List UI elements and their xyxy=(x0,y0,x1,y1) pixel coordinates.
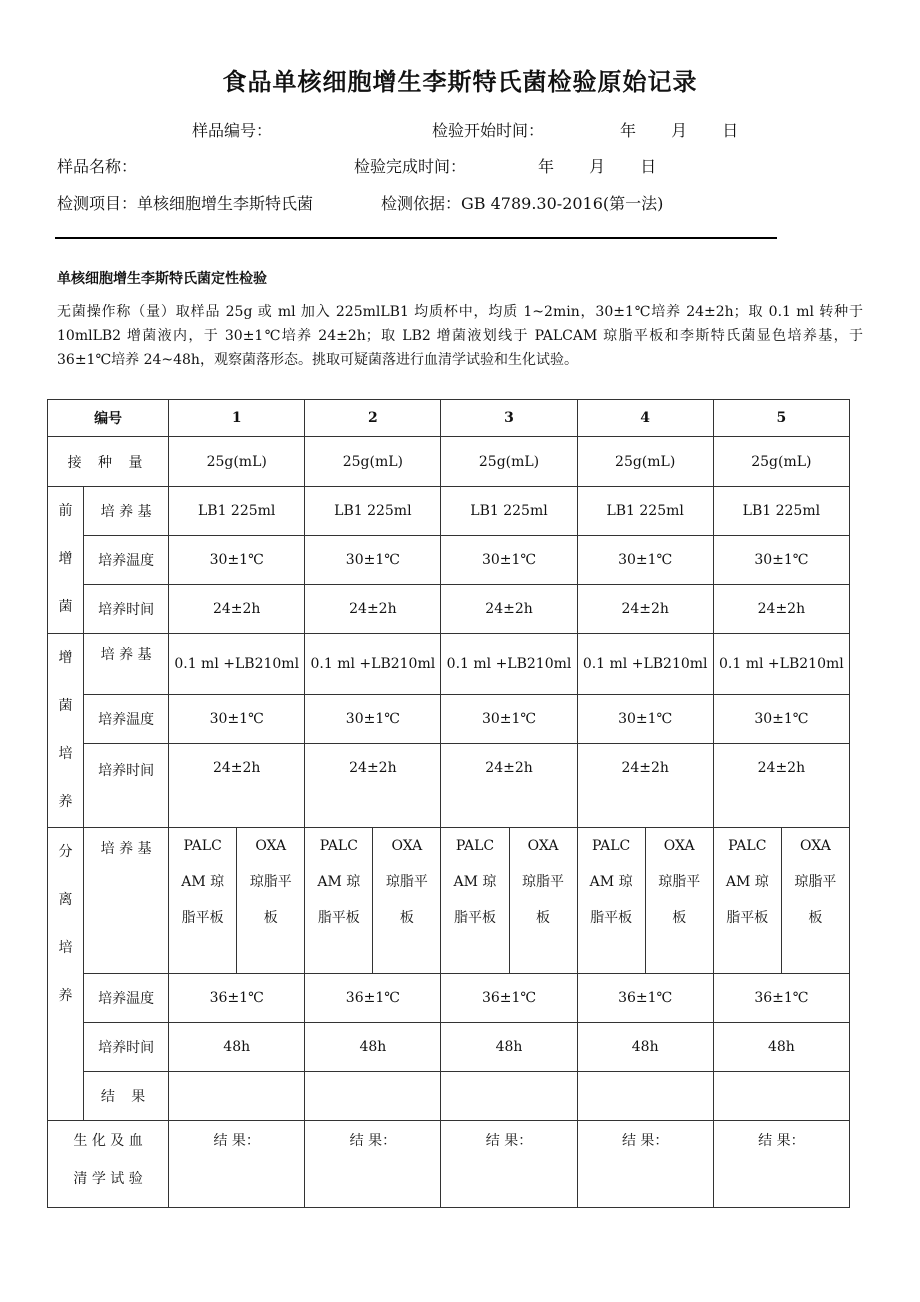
medium-cell: LB1 225ml xyxy=(577,487,713,536)
temp-cell: 30±1℃ xyxy=(169,536,305,585)
year-label: 年 xyxy=(620,121,637,140)
time-cell: 24±2h xyxy=(713,744,849,828)
pre-enrich-temp-row xyxy=(48,536,850,585)
group-char: 菌 xyxy=(58,599,73,615)
page-title: 食品单核细胞增生李斯特氏菌检验原始记录 xyxy=(222,68,698,96)
temp-cell: 30±1℃ xyxy=(169,695,305,744)
isolation-medium-row xyxy=(48,828,850,974)
isolation-time-row xyxy=(48,1023,850,1072)
group-char: 养 xyxy=(58,794,73,810)
plate-text: 脂平板 xyxy=(590,910,633,926)
time-cell: 24±2h xyxy=(169,585,305,634)
enrich-temp-row xyxy=(48,695,850,744)
sample-name-label: 样品名称： xyxy=(57,157,138,176)
temp-cell: 30±1℃ xyxy=(577,695,713,744)
palcam-plate-cell xyxy=(441,828,509,974)
inoculum-cell: 25g(mL) xyxy=(441,437,577,487)
temp-label: 培养温度 xyxy=(84,536,169,585)
inoculum-cell: 25g(mL) xyxy=(713,437,849,487)
plate-text: OXA xyxy=(527,838,559,854)
sample-number: 5 xyxy=(713,400,849,437)
medium-cell: LB1 225ml xyxy=(441,487,577,536)
plate-text: PALC xyxy=(728,838,767,854)
group-char: 养 xyxy=(58,988,73,1004)
plate-text: AM 琼 xyxy=(317,874,361,890)
temp-cell: 30±1℃ xyxy=(441,695,577,744)
day-label: 日 xyxy=(722,121,739,140)
header-divider xyxy=(55,237,777,239)
group-char: 菌 xyxy=(58,698,73,714)
time-cell: 48h xyxy=(441,1023,577,1072)
temp-cell: 36±1℃ xyxy=(305,974,441,1023)
month-label: 月 xyxy=(671,121,688,140)
medium-cell: LB1 225ml xyxy=(169,487,305,536)
month-label: 月 xyxy=(589,157,606,176)
inoculum-cell: 25g(mL) xyxy=(305,437,441,487)
plate-text: 琼脂平 xyxy=(794,874,837,890)
temp-label: 培养温度 xyxy=(84,695,169,744)
temp-cell: 30±1℃ xyxy=(305,695,441,744)
biochem-result-cell: 结 果： xyxy=(305,1121,441,1208)
group-char: 增 xyxy=(58,551,73,567)
result-label: 结 果 xyxy=(84,1072,169,1121)
sample-number: 3 xyxy=(441,400,577,437)
biochem-row xyxy=(48,1121,850,1208)
test-basis: 检测依据：GB 4789.30-2016(第一法) xyxy=(381,194,664,213)
plate-text: 脂平板 xyxy=(453,910,496,926)
inoculum-cell: 25g(mL) xyxy=(577,437,713,487)
plate-text: 板 xyxy=(263,910,278,926)
group-char: 培 xyxy=(58,746,73,762)
plate-text: AM 琼 xyxy=(453,874,497,890)
plate-text: 琼脂平 xyxy=(522,874,565,890)
plate-text: 脂平板 xyxy=(181,910,224,926)
temp-cell: 36±1℃ xyxy=(577,974,713,1023)
plate-text: OXA xyxy=(255,838,287,854)
oxa-plate-cell xyxy=(509,828,577,974)
palcam-plate-cell xyxy=(713,828,781,974)
section-title: 单核细胞增生李斯特氏菌定性检验 xyxy=(57,271,267,287)
plate-text: OXA xyxy=(391,838,423,854)
plate-text: OXA xyxy=(663,838,695,854)
oxa-plate-cell xyxy=(237,828,305,974)
group-char: 增 xyxy=(58,650,73,666)
plate-text: 脂平板 xyxy=(317,910,360,926)
temp-cell: 36±1℃ xyxy=(169,974,305,1023)
plate-text: OXA xyxy=(800,838,831,854)
plate-text: PALC xyxy=(592,838,631,854)
time-label: 培养时间 xyxy=(84,1023,169,1072)
palcam-plate-cell xyxy=(169,828,237,974)
start-date-fields xyxy=(620,118,738,141)
oxa-plate-cell xyxy=(373,828,441,974)
pre-enrich-group-label xyxy=(48,487,84,634)
plate-text: 琼脂平 xyxy=(385,874,428,890)
medium-label: 培 养 基 xyxy=(84,634,169,695)
palcam-plate-cell xyxy=(577,828,645,974)
enrich-medium-row xyxy=(48,634,850,695)
number-header: 编号 xyxy=(48,400,169,437)
plate-text: 琼脂平 xyxy=(249,874,292,890)
biochem-result-cell: 结 果： xyxy=(577,1121,713,1208)
biochem-result-cell: 结 果： xyxy=(169,1121,305,1208)
time-cell: 24±2h xyxy=(441,744,577,828)
plate-text: 板 xyxy=(808,910,823,926)
start-time-label: 检验开始时间： xyxy=(432,121,545,140)
temp-cell: 36±1℃ xyxy=(713,974,849,1023)
test-record-table xyxy=(47,399,850,1208)
biochem-result-cell: 结 果： xyxy=(441,1121,577,1208)
biochem-result-cell: 结 果： xyxy=(713,1121,849,1208)
sample-number: 1 xyxy=(169,400,305,437)
day-label: 日 xyxy=(640,157,657,176)
group-char: 离 xyxy=(58,892,73,908)
temp-cell: 30±1℃ xyxy=(305,536,441,585)
temp-cell: 30±1℃ xyxy=(577,536,713,585)
plate-text: PALC xyxy=(455,838,495,854)
time-cell: 48h xyxy=(713,1023,849,1072)
time-cell: 48h xyxy=(305,1023,441,1072)
biochem-label xyxy=(48,1121,169,1208)
temp-cell: 30±1℃ xyxy=(441,536,577,585)
group-char: 分 xyxy=(58,844,73,860)
time-cell: 48h xyxy=(577,1023,713,1072)
time-label: 培养时间 xyxy=(84,744,169,828)
enrich-group-label xyxy=(48,634,84,828)
time-cell: 24±2h xyxy=(305,744,441,828)
inoculum-cell: 25g(mL) xyxy=(169,437,305,487)
result-cell xyxy=(577,1072,713,1121)
pre-enrich-medium-row xyxy=(48,487,850,536)
time-cell: 24±2h xyxy=(305,585,441,634)
time-cell: 24±2h xyxy=(713,585,849,634)
medium-cell: 0.1 ml +LB210ml xyxy=(713,634,849,695)
medium-cell: 0.1 ml +LB210ml xyxy=(169,634,305,695)
plate-text: 板 xyxy=(399,910,414,926)
plate-text: PALC xyxy=(183,838,222,854)
palcam-plate-cell xyxy=(305,828,373,974)
group-char: 前 xyxy=(58,503,73,519)
temp-cell: 30±1℃ xyxy=(713,695,849,744)
isolation-group-label xyxy=(48,828,84,1121)
plate-text: AM 琼 xyxy=(181,874,225,890)
biochem-label-line: 清 学 试 验 xyxy=(73,1171,143,1187)
inoculum-label: 接 种 量 xyxy=(48,437,169,487)
group-char: 培 xyxy=(58,940,73,956)
pre-enrich-time-row xyxy=(48,585,850,634)
time-cell: 48h xyxy=(169,1023,305,1072)
time-cell: 24±2h xyxy=(169,744,305,828)
medium-cell: 0.1 ml +LB210ml xyxy=(441,634,577,695)
temp-cell: 30±1℃ xyxy=(713,536,849,585)
medium-cell: LB1 225ml xyxy=(305,487,441,536)
table-header-row xyxy=(48,400,850,437)
medium-cell: LB1 225ml xyxy=(713,487,849,536)
isolation-temp-row xyxy=(48,974,850,1023)
biochem-label-line: 生 化 及 血 xyxy=(73,1133,143,1149)
inoculum-row xyxy=(48,437,850,487)
time-label: 培养时间 xyxy=(84,585,169,634)
oxa-plate-cell xyxy=(781,828,849,974)
result-cell xyxy=(169,1072,305,1121)
result-cell xyxy=(441,1072,577,1121)
sample-no-label: 样品编号： xyxy=(192,121,273,140)
result-cell xyxy=(713,1072,849,1121)
enrich-time-row xyxy=(48,744,850,828)
medium-label: 培 养 基 xyxy=(84,828,169,974)
plate-text: 琼脂平 xyxy=(658,874,701,890)
plate-text: 板 xyxy=(672,910,687,926)
finish-date-fields xyxy=(538,154,656,177)
test-item: 检测项目：单核细胞增生李斯特氏菌 xyxy=(57,194,314,213)
procedure-paragraph: 无菌操作称（量）取样品 25g 或 ml 加入 225mlLB1 均质杯中，均质 1~2min，30±1℃培养 24±2h；取 0.1 ml 转种于 10mlLB2 增菌液内，于 30±1℃培养 24±2h；取 LB2 增菌液划线于 PALCAM 琼脂平板和李斯特氏菌显色培养基，于 36±1℃培养 24~48h，观察菌落形态。挑取可疑菌落进行血清学试验和生化试验。 xyxy=(57,304,863,368)
oxa-plate-cell xyxy=(645,828,713,974)
time-cell: 24±2h xyxy=(441,585,577,634)
temp-label: 培养温度 xyxy=(84,974,169,1023)
medium-label: 培 养 基 xyxy=(84,487,169,536)
time-cell: 24±2h xyxy=(577,585,713,634)
plate-text: 板 xyxy=(536,910,551,926)
temp-cell: 36±1℃ xyxy=(441,974,577,1023)
medium-cell: 0.1 ml +LB210ml xyxy=(577,634,713,695)
sample-number: 2 xyxy=(305,400,441,437)
medium-cell: 0.1 ml +LB210ml xyxy=(305,634,441,695)
time-cell: 24±2h xyxy=(577,744,713,828)
plate-text: PALC xyxy=(319,838,358,854)
plate-text: 脂平板 xyxy=(726,910,769,926)
finish-time-label: 检验完成时间： xyxy=(354,157,467,176)
year-label: 年 xyxy=(538,157,555,176)
plate-text: AM 琼 xyxy=(725,874,769,890)
sample-number: 4 xyxy=(577,400,713,437)
isolation-result-row xyxy=(48,1072,850,1121)
plate-text: AM 琼 xyxy=(589,874,633,890)
result-cell xyxy=(305,1072,441,1121)
